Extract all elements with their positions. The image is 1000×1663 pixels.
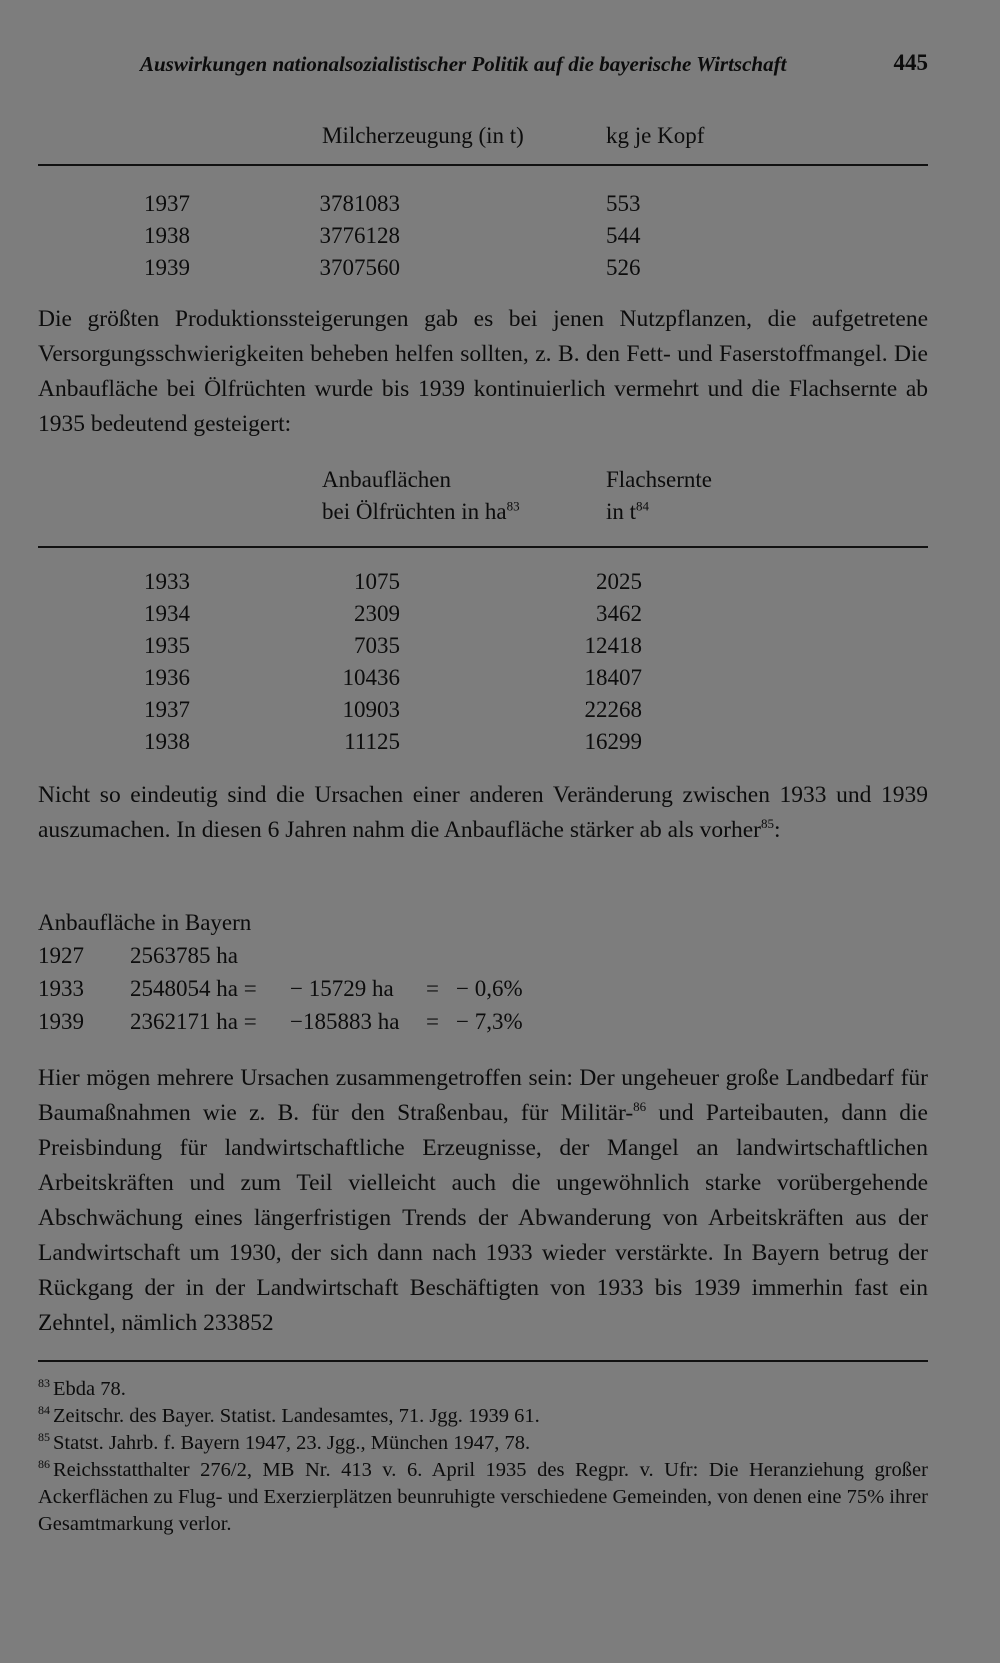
oil-flax-table (38, 464, 928, 758)
footnote-ref[interactable]: 83 (506, 498, 520, 514)
oil-area-cell: 1075 (354, 569, 400, 594)
oil-area-header-line2: bei Ölfrüchten in $ha^{83}$ (322, 498, 520, 524)
oil-table-body (38, 548, 928, 758)
year-cell: 1933 (144, 569, 190, 594)
page-number: 445 (893, 50, 928, 75)
page-header (140, 44, 928, 84)
footnote-rule (38, 1360, 928, 1362)
oil-area-cell: 10903 (342, 697, 400, 722)
flax-cell: 22268 (584, 697, 642, 722)
per-capita-header: kg je Kopf (606, 123, 705, 148)
milk-production-header: Milcherzeugung (in t) (322, 123, 524, 148)
area-change-eq: = (426, 976, 439, 1001)
oil-area-header-line1: Anbauflächen (322, 467, 451, 492)
oil-area-cell: 10436 (342, 665, 400, 690)
year-cell: 1934 (144, 601, 190, 626)
area-change-eq: = (426, 1009, 439, 1034)
area-title: Anbaufläche in Bayern (38, 910, 252, 935)
area-bavaria-block (38, 906, 638, 1038)
area-change: −185883 ha (290, 1009, 400, 1034)
area-pct: − 0,6% (456, 976, 523, 1001)
footnote: $^{83}$ Ebda 78. (38, 1376, 126, 1400)
year-cell: 1935 (144, 633, 190, 658)
flax-header-line2: in $t^{84}$ (606, 498, 650, 524)
table-header (38, 464, 928, 546)
production-cell: 3781083 (319, 191, 400, 216)
per-capita-cell: 553 (606, 191, 641, 216)
flax-cell: 18407 (584, 665, 642, 690)
table-header (38, 112, 928, 162)
area-pct: − 7,3% (456, 1009, 523, 1034)
paragraph-oil-crops: Die größten Produktionssteigerungen gab es bei jenen Nutzpflanzen, die aufgetretene Versorgungsschwierigkeiten beheben helfen sollten, z. B. den Fett- und Faserstoffmangel. Die Anbaufläche bei Ölfrüchten wurde bis 1939 kontinuierlich vermehrt und die Flachsernte ab 1935 bedeutend gesteigert: (38, 306, 928, 437)
table-row (38, 630, 928, 662)
footnote-ref[interactable]: 84 (636, 498, 650, 514)
table-row (38, 598, 928, 630)
area-value: 2362171 ha = (130, 1009, 257, 1034)
flax-cell: 2025 (596, 569, 642, 594)
footnotes (38, 1376, 928, 1538)
paragraph-land-decline: Nicht so eindeutig sind die Ursachen einer anderen Veränderung zwischen 1933 und 1939 auszumachen. In diesen 6 Jahren nahm die Anbaufläche stärker ab als vorher$^{85}$: (38, 782, 928, 843)
year-cell: 1937 (144, 191, 190, 216)
year-cell: 1939 (144, 255, 190, 280)
footnote: $^{84}$ Zeitschr. des Bayer. Statist. Landesamtes, 71. Jgg. 1939 61. (38, 1403, 540, 1427)
production-cell: 3707560 (319, 255, 400, 280)
paragraph-causes: Hier mögen mehrere Ursachen zusammengetroffen sein: Der ungeheuer große Landbedarf für Baumaßnahmen wie z. B. für den Straßenbau, für Militär-$^{86}$ und Parteibauten, dann die Preisbindung für landwirtschaftliche Erzeugnisse, der Mangel an landwirtschaftlichen Arbeitskräften und zum Teil vielleicht auch die ungewöhnlich starke vorübergehende Abschwächung eines längerfristigen Trends der Abwanderung von Arbeitskräften aus der Landwirtschaft um 1930, der sich dann nach 1933 wieder verstärkte. In Bayern betrug der Rückgang der in der Landwirtschaft Beschäftigten von 1933 bis 1939 immerhin fast ein Zehntel, nämlich 233852 (38, 1065, 928, 1336)
per-capita-cell: 526 (606, 255, 641, 280)
flax-header-line1: Flachsernte (606, 467, 713, 492)
footnote-ref[interactable]: 85 (761, 816, 774, 832)
table-row (38, 252, 928, 284)
footnote: $^{86}$ Reichsstatthalter 276/2, MB Nr. 413 v. 6. April 1935 des Regpr. v. Ufr: Die Heranziehung großer Ackerflächen zu Flug- und Exerzierplätzen beunruhigte verschiedene Gemeinden, von denen eine 75% ihrer Gesamtmarkung verlor. (38, 1457, 928, 1535)
table-row (38, 726, 928, 758)
oil-area-cell: 2309 (354, 601, 400, 626)
year-cell: 1936 (144, 665, 190, 690)
table-row (38, 188, 928, 220)
area-value: 2563785 ha (130, 943, 238, 968)
area-change: − 15729 ha (290, 976, 394, 1001)
table-row (38, 662, 928, 694)
area-year: 1939 (38, 1009, 84, 1034)
area-year: 1933 (38, 976, 84, 1001)
flax-cell: 12418 (584, 633, 642, 658)
area-value: 2548054 ha = (130, 976, 257, 1001)
area-line (38, 972, 638, 1005)
table-row (38, 566, 928, 598)
year-cell: 1937 (144, 697, 190, 722)
year-cell: 1938 (144, 223, 190, 248)
running-head: Auswirkungen nationalsozialistischer Politik auf die bayerische Wirtschaft (140, 52, 787, 76)
oil-area-cell: 11125 (344, 729, 400, 754)
milk-table-body (38, 166, 928, 284)
table-row (38, 220, 928, 252)
production-cell: 3776128 (319, 223, 400, 248)
flax-cell: 16299 (584, 729, 642, 754)
footnote: $^{85}$ Statst. Jahrb. f. Bayern 1947, 23. Jgg., München 1947, 78. (38, 1430, 531, 1454)
flax-cell: 3462 (596, 601, 642, 626)
footnote-ref[interactable]: 86 (633, 1099, 647, 1115)
area-year: 1927 (38, 943, 84, 968)
per-capita-cell: 544 (606, 223, 641, 248)
area-line (38, 939, 638, 972)
oil-area-cell: 7035 (354, 633, 400, 658)
milk-production-table (38, 112, 928, 284)
year-cell: 1938 (144, 729, 190, 754)
table-row (38, 694, 928, 726)
area-line (38, 1005, 638, 1038)
